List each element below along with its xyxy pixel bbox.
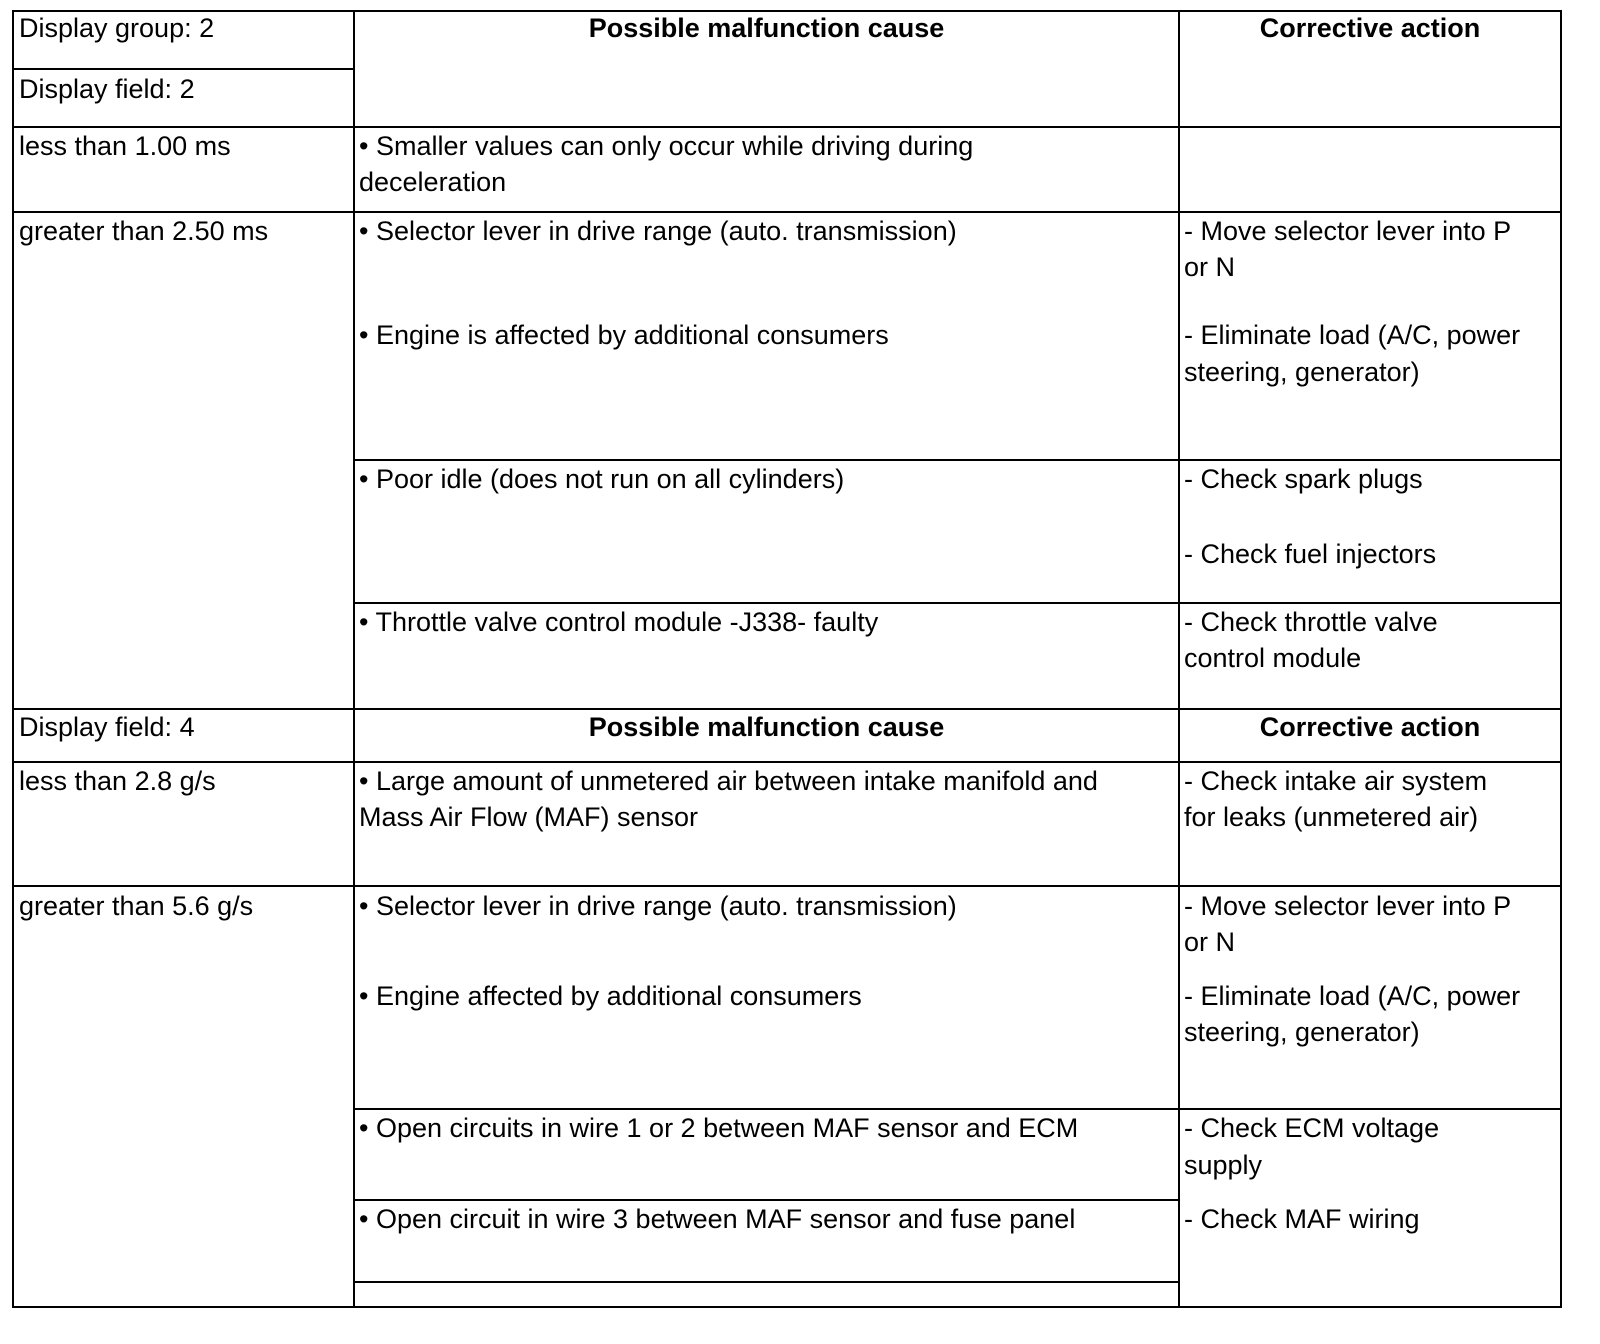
cause-column-heading: Possible malfunction cause bbox=[588, 712, 945, 742]
cause-column-heading: Possible malfunction cause bbox=[588, 13, 945, 43]
display-field-label: Display field: 2 bbox=[19, 74, 195, 104]
action-cell-continued: steering, generator) bbox=[1184, 357, 1420, 387]
action-cell: - Eliminate load (A/C, power bbox=[1184, 320, 1521, 350]
cause-cell: • Open circuits in wire 1 or 2 between MAF sensor and ECM bbox=[359, 1113, 1079, 1143]
cause-cell-continued: Mass Air Flow (MAF) sensor bbox=[359, 802, 699, 832]
action-cell-continued: or N bbox=[1184, 252, 1236, 282]
border-left bbox=[12, 10, 14, 1308]
header-split bbox=[12, 68, 355, 70]
cause-cell: • Poor idle (does not run on all cylinders) bbox=[359, 464, 845, 494]
cause-cell: • Selector lever in drive range (auto. transmission) bbox=[359, 891, 957, 921]
action-cell: - Move selector lever into P bbox=[1184, 216, 1512, 246]
display-field-label: Display field: 4 bbox=[19, 712, 195, 742]
condition-cell: greater than 5.6 g/s bbox=[19, 891, 254, 921]
cause-cell-continued: deceleration bbox=[359, 167, 507, 197]
cause-cell: • Engine is affected by additional consumers bbox=[359, 320, 889, 350]
cause-cell: • Throttle valve control module -J338- faulty bbox=[359, 607, 879, 637]
action-cell-continued: steering, generator) bbox=[1184, 1017, 1420, 1047]
sub-row-line bbox=[353, 1281, 1180, 1283]
condition-cell: less than 1.00 ms bbox=[19, 131, 231, 161]
action-cell: - Eliminate load (A/C, power bbox=[1184, 981, 1521, 1011]
display-group-label: Display group: 2 bbox=[19, 13, 215, 43]
action-cell: - Check throttle valve bbox=[1184, 607, 1438, 637]
action-cell-continued: for leaks (unmetered air) bbox=[1184, 802, 1479, 832]
action-column-heading: Corrective action bbox=[1259, 13, 1481, 43]
cause-cell: • Open circuit in wire 3 between MAF sensor and fuse panel bbox=[359, 1204, 1076, 1234]
col-divider-1 bbox=[353, 10, 355, 1308]
action-cell-continued: supply bbox=[1184, 1150, 1263, 1180]
action-cell: - Check fuel injectors bbox=[1184, 539, 1437, 569]
cause-cell: • Smaller values can only occur while driving during bbox=[359, 131, 974, 161]
col-divider-2 bbox=[1178, 10, 1180, 1308]
cause-cell: • Selector lever in drive range (auto. transmission) bbox=[359, 216, 957, 246]
cause-cell: • Engine affected by additional consumers bbox=[359, 981, 862, 1011]
border-right bbox=[1560, 10, 1562, 1308]
action-cell: - Check spark plugs bbox=[1184, 464, 1423, 494]
action-cell: - Check intake air system bbox=[1184, 766, 1488, 796]
cause-cell: • Large amount of unmetered air between intake manifold and bbox=[359, 766, 1098, 796]
action-cell: - Check ECM voltage bbox=[1184, 1113, 1440, 1143]
action-cell-continued: control module bbox=[1184, 643, 1362, 673]
action-cell-continued: or N bbox=[1184, 927, 1236, 957]
action-cell: - Move selector lever into P bbox=[1184, 891, 1512, 921]
action-cell: - Check MAF wiring bbox=[1184, 1204, 1420, 1234]
row-line bbox=[12, 885, 1562, 887]
condition-cell: less than 2.8 g/s bbox=[19, 766, 216, 796]
action-column-heading: Corrective action bbox=[1259, 712, 1481, 742]
condition-cell: greater than 2.50 ms bbox=[19, 216, 269, 246]
border-bottom bbox=[12, 1306, 1562, 1308]
